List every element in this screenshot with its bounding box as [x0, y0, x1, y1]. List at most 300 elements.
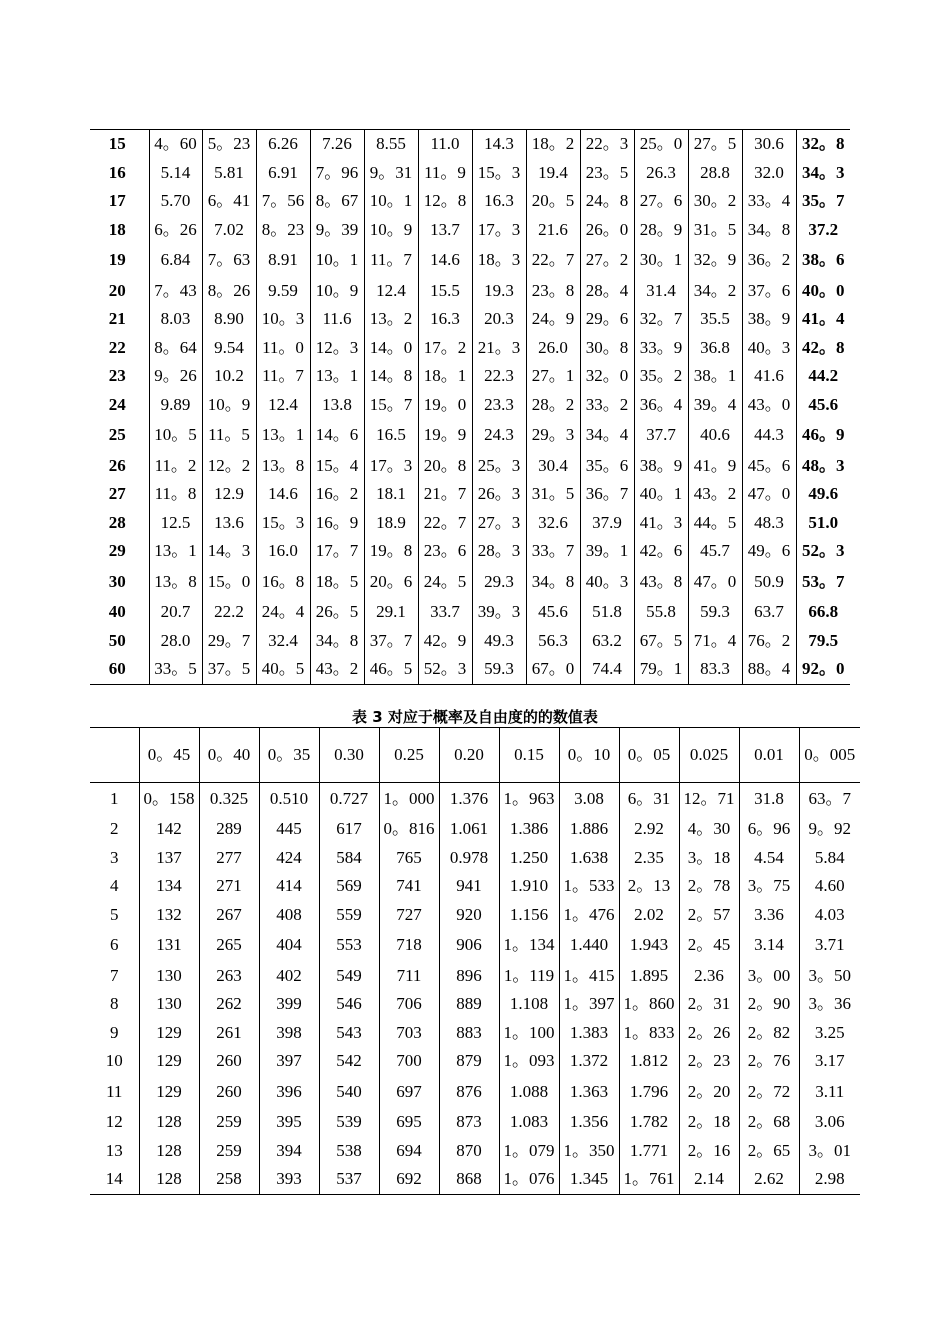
value-cell: 29.1: [364, 598, 418, 627]
value-cell: 15。4: [310, 451, 364, 480]
value-cell: 35。2: [634, 362, 688, 391]
value-cell: 1。860: [619, 990, 679, 1019]
value-cell: 129: [139, 1019, 199, 1048]
value-cell: 17。2: [418, 334, 472, 363]
value-cell: 876: [439, 1076, 499, 1108]
value-cell: 13。1: [256, 419, 310, 451]
value-cell: 1.061: [439, 815, 499, 844]
df-cell: 17: [108, 191, 126, 211]
value-cell: 32。9: [688, 244, 742, 276]
value-cell: 706: [379, 990, 439, 1019]
value-cell: 11。0: [256, 334, 310, 363]
value-cell: 31.4: [634, 276, 688, 305]
value-cell: 6.91: [256, 159, 310, 188]
value-cell: 5.84: [799, 844, 860, 873]
value-cell: 11。2: [149, 451, 202, 480]
value-cell: 10。3: [256, 305, 310, 334]
value-cell: 24。9: [526, 305, 580, 334]
value-cell: 896: [439, 961, 499, 990]
value-cell: 3。01: [799, 1136, 860, 1165]
value-cell: 51.8: [580, 598, 634, 627]
df-cell: 12: [105, 1112, 123, 1132]
value-cell: 142: [139, 815, 199, 844]
value-cell: 15。3: [472, 159, 526, 188]
value-cell: 2.92: [619, 815, 679, 844]
value-cell: 6.84: [149, 244, 202, 276]
table-row: [90, 305, 850, 334]
value-cell: 6。26: [149, 216, 202, 245]
value-cell: 63.2: [580, 626, 634, 655]
value-cell: 1。100: [499, 1019, 559, 1048]
value-cell: 2。72: [739, 1076, 799, 1108]
value-cell: 265: [199, 929, 259, 961]
value-cell: 11。7: [256, 362, 310, 391]
value-cell: 540: [319, 1076, 379, 1108]
value-cell: 76。2: [742, 626, 796, 655]
value-cell: 2。26: [679, 1019, 739, 1048]
table-row: [90, 451, 850, 480]
value-cell: 18.9: [364, 509, 418, 538]
value-cell: 34。2: [688, 276, 742, 305]
df-cell: 16: [108, 162, 126, 182]
value-cell: 2。23: [679, 1047, 739, 1076]
value-cell: 21.6: [526, 216, 580, 245]
value-cell: 277: [199, 844, 259, 873]
value-cell: 36。7: [580, 480, 634, 509]
value-cell: 33。4: [742, 187, 796, 216]
header-cell: 0。10: [559, 728, 619, 783]
table-row: [90, 783, 860, 816]
value-cell: 11。9: [418, 159, 472, 188]
value-cell: 16。9: [310, 509, 364, 538]
header-cell: 0。005: [799, 728, 860, 783]
table-row: [90, 509, 850, 538]
value-cell: 41。3: [634, 509, 688, 538]
value-cell: 2.14: [679, 1165, 739, 1194]
value-cell: 404: [259, 929, 319, 961]
value-cell: 402: [259, 961, 319, 990]
value-cell: 12。2: [202, 451, 256, 480]
df-cell: 14: [105, 1169, 123, 1189]
value-cell: 24。5: [418, 566, 472, 598]
value-cell: 21。7: [418, 480, 472, 509]
value-cell: 18。1: [418, 362, 472, 391]
table-row: [90, 1047, 860, 1076]
value-cell: 2.62: [739, 1165, 799, 1194]
value-cell: 1.376: [439, 783, 499, 816]
value-cell: 7。96: [310, 159, 364, 188]
value-cell: 11。7: [364, 244, 418, 276]
value-cell: 71。4: [688, 626, 742, 655]
value-cell: 33。2: [580, 391, 634, 420]
value-cell: 2。45: [679, 929, 739, 961]
value-cell: 617: [319, 815, 379, 844]
value-cell: 22。3: [580, 130, 634, 159]
df-cell: 8: [110, 994, 119, 1014]
value-cell: 10。1: [310, 244, 364, 276]
value-cell: 539: [319, 1108, 379, 1137]
value-cell: 2。76: [739, 1047, 799, 1076]
value-cell: 879: [439, 1047, 499, 1076]
value-cell: 703: [379, 1019, 439, 1048]
value-cell: 46。5: [364, 655, 418, 684]
value-cell: 20.3: [472, 305, 526, 334]
value-cell: 10.2: [202, 362, 256, 391]
probability-table: [90, 727, 860, 1195]
value-cell: 6。96: [739, 815, 799, 844]
value-cell: 44.3: [742, 419, 796, 451]
value-cell: 59.3: [472, 655, 526, 684]
header-cell: 0.30: [319, 728, 379, 783]
table-row: [90, 961, 860, 990]
value-cell: 37.2: [796, 216, 850, 245]
value-cell: 36。2: [742, 244, 796, 276]
value-cell: 1.250: [499, 844, 559, 873]
header-cell: 0.025: [679, 728, 739, 783]
value-cell: 12。8: [418, 187, 472, 216]
value-cell: 34。4: [580, 419, 634, 451]
value-cell: 11.6: [310, 305, 364, 334]
value-cell: 271: [199, 872, 259, 901]
table-caption: 表 3 对应于概率及自由度的的数值表: [352, 708, 598, 726]
value-cell: 5.14: [149, 159, 202, 188]
table-row: [90, 929, 860, 961]
value-cell: 38。9: [634, 451, 688, 480]
value-cell: 27。1: [526, 362, 580, 391]
value-cell: 261: [199, 1019, 259, 1048]
value-cell: 2。65: [739, 1136, 799, 1165]
df-cell: 3: [110, 847, 119, 867]
value-cell: 3.36: [739, 901, 799, 930]
value-cell: 399: [259, 990, 319, 1019]
value-cell: 3。36: [799, 990, 860, 1019]
value-cell: 259: [199, 1136, 259, 1165]
table-row: [90, 419, 850, 451]
table-row: [90, 1076, 860, 1108]
value-cell: 9。26: [149, 362, 202, 391]
value-cell: 66.8: [796, 598, 850, 627]
value-cell: 28。4: [580, 276, 634, 305]
value-cell: 131: [139, 929, 199, 961]
table-row: [90, 1165, 860, 1194]
value-cell: 31.8: [739, 783, 799, 816]
value-cell: 1。000: [379, 783, 439, 816]
value-cell: 26.0: [526, 334, 580, 363]
value-cell: 1.363: [559, 1076, 619, 1108]
value-cell: 44.2: [796, 362, 850, 391]
value-cell: 258: [199, 1165, 259, 1194]
value-cell: 3。75: [739, 872, 799, 901]
value-cell: 30.6: [742, 130, 796, 159]
value-cell: 30.4: [526, 451, 580, 480]
value-cell: 727: [379, 901, 439, 930]
value-cell: 24.3: [472, 419, 526, 451]
value-cell: 29。7: [202, 626, 256, 655]
df-cell: 5: [110, 905, 119, 925]
value-cell: 1。397: [559, 990, 619, 1019]
value-cell: 1.796: [619, 1076, 679, 1108]
table-row: [90, 1019, 860, 1048]
value-cell: 16.5: [364, 419, 418, 451]
value-cell: 549: [319, 961, 379, 990]
value-cell: 1。476: [559, 901, 619, 930]
value-cell: 1.910: [499, 872, 559, 901]
value-cell: 129: [139, 1047, 199, 1076]
value-cell: 23.3: [472, 391, 526, 420]
value-cell: 1。079: [499, 1136, 559, 1165]
value-cell: 1.372: [559, 1047, 619, 1076]
df-cell: 20: [108, 280, 126, 300]
value-cell: 20。8: [418, 451, 472, 480]
value-cell: 2.36: [679, 961, 739, 990]
df-cell: 30: [108, 571, 126, 591]
value-cell: 27。2: [580, 244, 634, 276]
value-cell: 16.3: [418, 305, 472, 334]
header-cell: 0.01: [739, 728, 799, 783]
value-cell: 2.98: [799, 1165, 860, 1194]
value-cell: 1。761: [619, 1165, 679, 1194]
value-cell: 74.4: [580, 655, 634, 684]
value-cell: 27。3: [472, 509, 526, 538]
value-cell: 49。6: [742, 537, 796, 566]
value-cell: 537: [319, 1165, 379, 1194]
value-cell: 22。7: [418, 509, 472, 538]
value-cell: 8.90: [202, 305, 256, 334]
value-cell: 25。3: [472, 451, 526, 480]
value-cell: 32。8: [796, 130, 850, 159]
value-cell: 1。350: [559, 1136, 619, 1165]
value-cell: 19.3: [472, 276, 526, 305]
value-cell: 2。20: [679, 1076, 739, 1108]
value-cell: 37。6: [742, 276, 796, 305]
value-cell: 584: [319, 844, 379, 873]
value-cell: 10。9: [202, 391, 256, 420]
value-cell: 34。8: [310, 626, 364, 655]
value-cell: 28.0: [149, 626, 202, 655]
value-cell: 2.02: [619, 901, 679, 930]
value-cell: 7.02: [202, 216, 256, 245]
value-cell: 13。1: [149, 537, 202, 566]
value-cell: 23。6: [418, 537, 472, 566]
value-cell: 45.6: [526, 598, 580, 627]
value-cell: 36.8: [688, 334, 742, 363]
table-row: [90, 1108, 860, 1137]
value-cell: 711: [379, 961, 439, 990]
value-cell: 29.3: [472, 566, 526, 598]
value-cell: 0。158: [139, 783, 199, 816]
value-cell: 553: [319, 929, 379, 961]
table-row: [90, 537, 850, 566]
value-cell: 11.0: [418, 130, 472, 159]
table-row: [90, 1136, 860, 1165]
value-cell: 569: [319, 872, 379, 901]
table-row: [90, 391, 850, 420]
value-cell: 45.7: [688, 537, 742, 566]
value-cell: 43。0: [742, 391, 796, 420]
value-cell: 41。9: [688, 451, 742, 480]
header-cell: [90, 728, 139, 783]
value-cell: 262: [199, 990, 259, 1019]
chi-square-table-body: [90, 130, 850, 685]
df-cell: 27: [108, 484, 126, 504]
value-cell: 2。18: [679, 1108, 739, 1137]
df-cell: 19: [108, 250, 126, 270]
value-cell: 8。64: [149, 334, 202, 363]
value-cell: 39。3: [472, 598, 526, 627]
value-cell: 33。5: [149, 655, 202, 684]
value-cell: 1.088: [499, 1076, 559, 1108]
value-cell: 52。3: [418, 655, 472, 684]
table-row: [90, 815, 860, 844]
header-cell: 0。35: [259, 728, 319, 783]
table-row: [90, 480, 850, 509]
value-cell: 8.55: [364, 130, 418, 159]
value-cell: 31。5: [688, 216, 742, 245]
value-cell: 32.6: [526, 509, 580, 538]
value-cell: 10。9: [310, 276, 364, 305]
df-cell: 18: [108, 220, 126, 240]
table-row: [90, 130, 850, 159]
value-cell: 6.26: [256, 130, 310, 159]
value-cell: 546: [319, 990, 379, 1019]
value-cell: 48。3: [796, 451, 850, 480]
value-cell: 42。8: [796, 334, 850, 363]
value-cell: 1.108: [499, 990, 559, 1019]
value-cell: 1.771: [619, 1136, 679, 1165]
header-cell: 0。40: [199, 728, 259, 783]
value-cell: 1。533: [559, 872, 619, 901]
df-cell: 15: [108, 134, 126, 154]
value-cell: 394: [259, 1136, 319, 1165]
value-cell: 22.2: [202, 598, 256, 627]
value-cell: 59.3: [688, 598, 742, 627]
value-cell: 1.638: [559, 844, 619, 873]
value-cell: 13。1: [310, 362, 364, 391]
value-cell: 7。43: [149, 276, 202, 305]
value-cell: 31。5: [526, 480, 580, 509]
value-cell: 27。6: [634, 187, 688, 216]
value-cell: 27。5: [688, 130, 742, 159]
value-cell: 55.8: [634, 598, 688, 627]
value-cell: 3.08: [559, 783, 619, 816]
value-cell: 43。2: [310, 655, 364, 684]
value-cell: 67。0: [526, 655, 580, 684]
df-cell: 25: [108, 425, 126, 445]
value-cell: 414: [259, 872, 319, 901]
value-cell: 13。8: [256, 451, 310, 480]
value-cell: 13.7: [418, 216, 472, 245]
value-cell: 88。4: [742, 655, 796, 684]
value-cell: 35。6: [580, 451, 634, 480]
value-cell: 41。4: [796, 305, 850, 334]
value-cell: 1.440: [559, 929, 619, 961]
value-cell: 67。5: [634, 626, 688, 655]
value-cell: 19。0: [418, 391, 472, 420]
value-cell: 1.345: [559, 1165, 619, 1194]
value-cell: 0.978: [439, 844, 499, 873]
value-cell: 22。7: [526, 244, 580, 276]
value-cell: 12.4: [256, 391, 310, 420]
value-cell: 49.3: [472, 626, 526, 655]
df-cell: 60: [108, 659, 126, 679]
value-cell: 16。8: [256, 566, 310, 598]
value-cell: 8。67: [310, 187, 364, 216]
value-cell: 9.59: [256, 276, 310, 305]
value-cell: 26。5: [310, 598, 364, 627]
header-cell: 0.25: [379, 728, 439, 783]
value-cell: 29。3: [526, 419, 580, 451]
value-cell: 24。4: [256, 598, 310, 627]
value-cell: 83.3: [688, 655, 742, 684]
value-cell: 695: [379, 1108, 439, 1137]
value-cell: 37。5: [202, 655, 256, 684]
value-cell: 1。093: [499, 1047, 559, 1076]
value-cell: 48.3: [742, 509, 796, 538]
value-cell: 14.6: [256, 480, 310, 509]
value-cell: 130: [139, 961, 199, 990]
df-cell: 24: [108, 395, 126, 415]
value-cell: 1。119: [499, 961, 559, 990]
value-cell: 44。5: [688, 509, 742, 538]
value-cell: 16。2: [310, 480, 364, 509]
value-cell: 28.8: [688, 159, 742, 188]
value-cell: 398: [259, 1019, 319, 1048]
value-cell: 1。963: [499, 783, 559, 816]
value-cell: 79。1: [634, 655, 688, 684]
value-cell: 259: [199, 1108, 259, 1137]
value-cell: 0.727: [319, 783, 379, 816]
value-cell: 4.60: [799, 872, 860, 901]
value-cell: 395: [259, 1108, 319, 1137]
value-cell: 10。1: [364, 187, 418, 216]
value-cell: 39。4: [688, 391, 742, 420]
value-cell: 28。3: [472, 537, 526, 566]
value-cell: 3.14: [739, 929, 799, 961]
value-cell: 12.5: [149, 509, 202, 538]
value-cell: 0.325: [199, 783, 259, 816]
value-cell: 1.083: [499, 1108, 559, 1137]
value-cell: 16.0: [256, 537, 310, 566]
value-cell: 56.3: [526, 626, 580, 655]
table-row: [90, 216, 850, 245]
value-cell: 1。833: [619, 1019, 679, 1048]
value-cell: 6。41: [202, 187, 256, 216]
value-cell: 12.9: [202, 480, 256, 509]
value-cell: 424: [259, 844, 319, 873]
df-cell: 9: [110, 1022, 119, 1042]
value-cell: 18。3: [472, 244, 526, 276]
value-cell: 32.0: [742, 159, 796, 188]
table-row: [90, 566, 850, 598]
value-cell: 43。8: [634, 566, 688, 598]
value-cell: 36。4: [634, 391, 688, 420]
value-cell: 3.11: [799, 1076, 860, 1108]
df-cell: 11: [106, 1081, 123, 1101]
value-cell: 20。5: [526, 187, 580, 216]
value-cell: 3。50: [799, 961, 860, 990]
value-cell: 37.9: [580, 509, 634, 538]
df-cell: 7: [110, 965, 119, 985]
value-cell: 33。7: [526, 537, 580, 566]
value-cell: 128: [139, 1108, 199, 1137]
value-cell: 741: [379, 872, 439, 901]
value-cell: 38。9: [742, 305, 796, 334]
value-cell: 1.782: [619, 1108, 679, 1137]
value-cell: 42。6: [634, 537, 688, 566]
value-cell: 9。39: [310, 216, 364, 245]
value-cell: 538: [319, 1136, 379, 1165]
value-cell: 1。076: [499, 1165, 559, 1194]
